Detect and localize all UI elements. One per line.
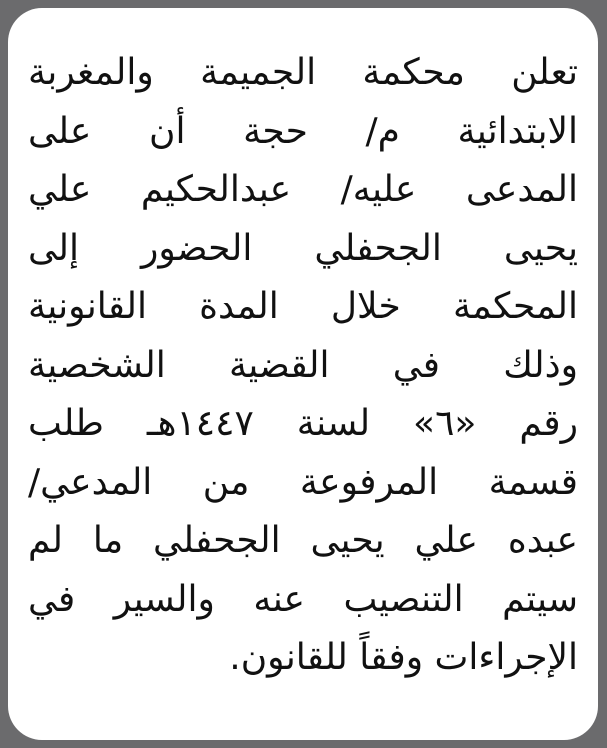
notice-line: عبده علي يحيى الجحفلي ما لم: [28, 520, 578, 561]
notice-line: الابتدائية م/ حجة أن على: [28, 110, 578, 152]
notice-line: سيتم التنصيب عنه والسير في: [28, 578, 578, 620]
notice-line: قسمة المرفوعة من المدعي/: [28, 461, 578, 503]
notice-line: وذلك في القضية الشخصية: [28, 344, 578, 386]
notice-line: تعلن محكمة الجميمة والمغربة: [28, 52, 578, 93]
notice-line: المدعى عليه/ عبدالحكيم علي: [28, 169, 578, 210]
court-notice: [8, 8, 598, 740]
notice-line: المحكمة خلال المدة القانونية: [28, 286, 578, 327]
notice-line: رقم «٦» لسنة ١٤٤٧هـ طلب: [28, 403, 578, 444]
notice-line: يحيى الجحفلي الحضور إلى: [28, 227, 578, 269]
notice-line: الإجراءات وفقاً للقانون.: [229, 637, 578, 678]
